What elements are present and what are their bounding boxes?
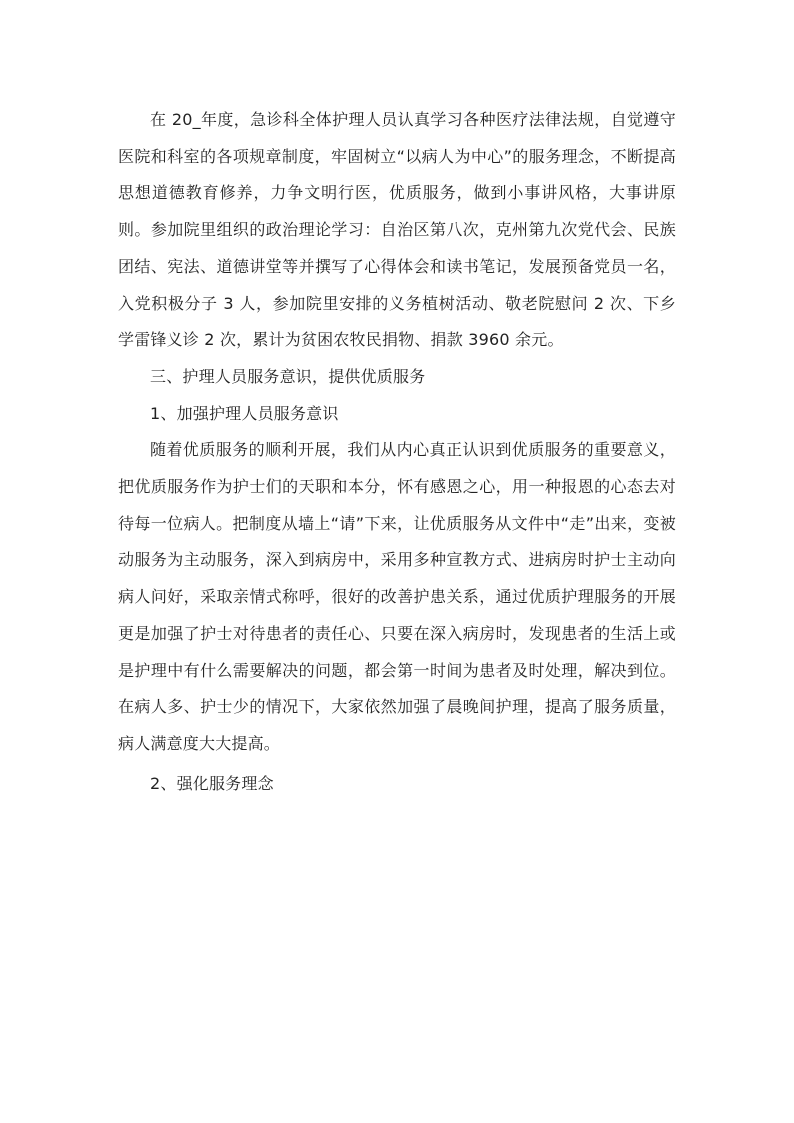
document-body (118, 102, 676, 802)
section-heading-service-awareness: 三、护理人员服务意识，提供优质服务 (150, 366, 426, 386)
paragraph-conduct: 在 20_年度，急诊科全体护理人员认真学习各种医疗法律法规，自觉遵守医院和科室的各项规章制度，牢固树立“以病人为中心”的服务理念，不断提高思想道德教育修养，力争文明行医，优质服务，做到小事讲风格，大事讲原则。参加院里组织的政治理论学习：自治区第八次，克州第九次党代会、民族团结、宪法、道德讲堂等并撰写了心得体会和读书笔记，发展预备党员一名，入党积极分子 3 人，参加院里安排的义务植树活动、敬老院慰问 2 次、下乡学雷锋义诊 2 次，累计为贫困农牧民捐物、捐款 3960 余元。 (118, 110, 676, 350)
paragraph-quality-service: 随着优质服务的顺利开展，我们从内心真正认识到优质服务的重要意义，把优质服务作为护士们的天职和本分，怀有感恩之心，用一种报恩的心态去对待每一位病人。把制度从墙上“请”下来，让优质服务从文件中“走”出来，变被动服务为主动服务，深入到病房中，采用多种宣教方式、进病房时护士主动向病人问好，采取亲情式称呼，很好的改善护患关系，通过优质护理服务的开展更是加强了护士对待患者的责任心、只要在深入病房时，发现患者的生活上或是护理中有什么需要解决的问题，都会第一时间为患者及时处理，解决到位。在病人多、护士少的情况下，大家依然加强了晨晚间护理，提高了服务质量，病人满意度大大提高。 (118, 440, 676, 753)
subheading-strengthen-awareness: 1、加强护理人员服务意识 (150, 403, 339, 423)
subheading-service-concept: 2、强化服务理念 (150, 773, 274, 793)
